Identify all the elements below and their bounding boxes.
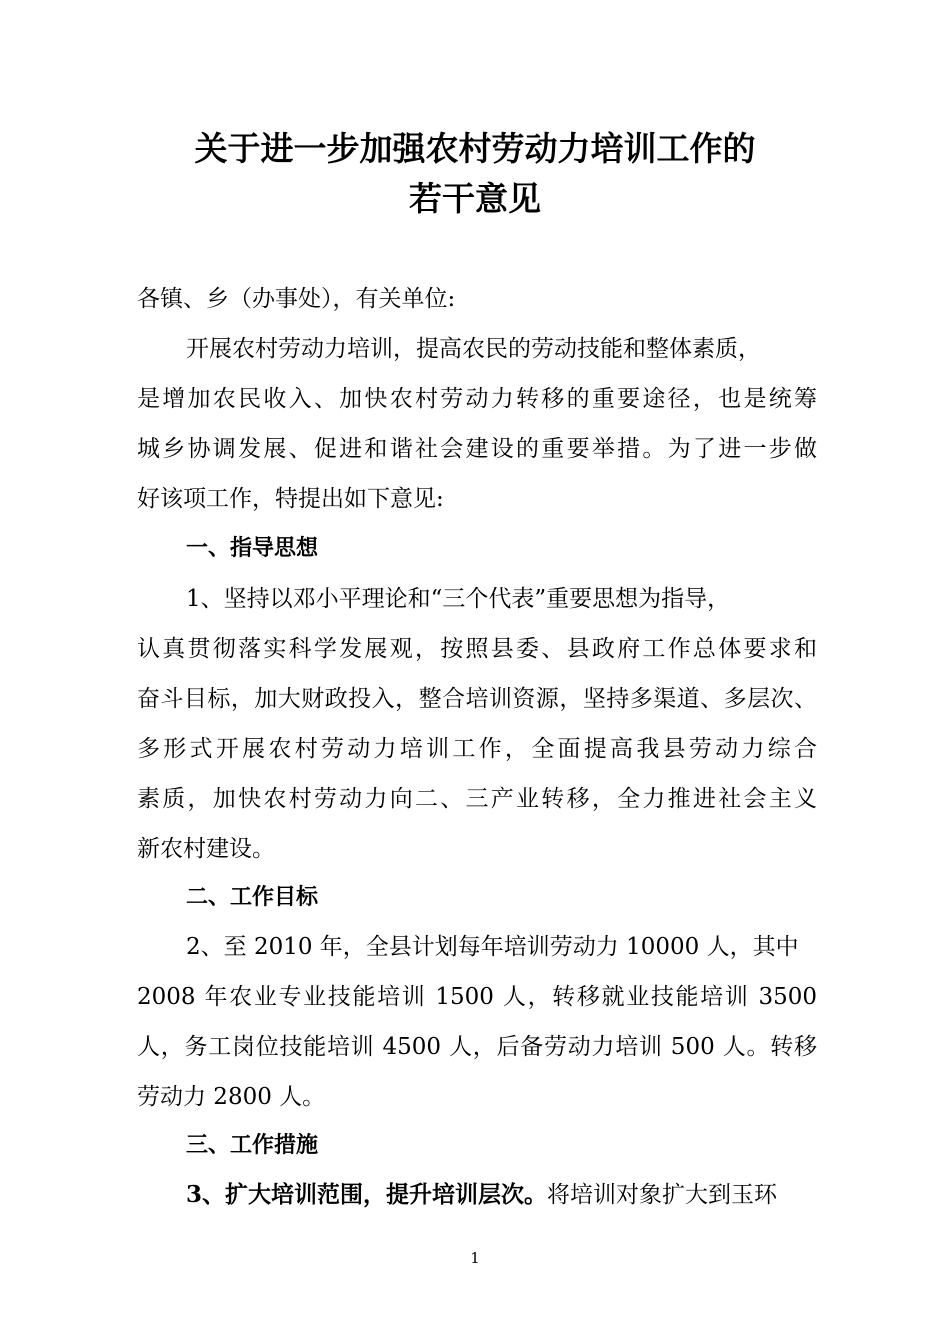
paragraph-line: 好该项工作，特提出如下意见: xyxy=(137,486,444,512)
bold-lead-in: 3、扩大培训范围，提升培训层次。 xyxy=(186,1181,548,1208)
paragraph-line: 2、至 2010 年，全县计划每年培训劳动力 10000 人，其中 xyxy=(186,934,799,960)
paragraph-line: 认真贯彻落实科学发展观，按照县委、县政府工作总体要求和 xyxy=(137,636,817,662)
paragraph-text: 将培训对象扩大到玉环 xyxy=(547,1182,778,1208)
salutation: 各镇、乡（办事处），有关单位: xyxy=(137,286,456,312)
document-title-line1: 关于进一步加强农村劳动力培训工作的 xyxy=(194,129,756,168)
paragraph-line: 开展农村劳动力培训，提高农民的劳动技能和整体素质， xyxy=(186,336,761,362)
paragraph-line: 人，务工岗位技能培训 4500 人，后备劳动力培训 500 人。转移 xyxy=(137,1034,817,1060)
section-heading: 三、工作措施 xyxy=(186,1133,319,1158)
document-title-line2: 若干意见 xyxy=(409,179,541,218)
paragraph-line: 城乡协调发展、促进和谐社会建设的重要举措。为了进一步做 xyxy=(137,436,817,462)
paragraph-line: 素质，加快农村劳动力向二、三产业转移，全力推进社会主义 xyxy=(137,786,817,812)
section-heading: 二、工作目标 xyxy=(186,885,319,910)
paragraph-line: 新农村建设。 xyxy=(137,836,275,862)
paragraph-line: 奋斗目标，加大财政投入，整合培训资源，坚持多渠道、多层次、 xyxy=(137,686,817,712)
page-number: 1 xyxy=(470,1249,480,1267)
paragraph-line: 劳动力 2800 人。 xyxy=(137,1084,326,1110)
section-heading: 一、指导思想 xyxy=(186,536,319,561)
paragraph-line: 2008 年农业专业技能培训 1500 人，转移就业技能培训 3500 xyxy=(137,984,817,1010)
paragraph-line: 1、坚持以邓小平理论和“三个代表”重要思想为指导， xyxy=(186,586,731,612)
paragraph-line: 是增加农民收入、加快农村劳动力转移的重要途径，也是统筹 xyxy=(137,386,817,412)
paragraph-line: 多形式开展农村劳动力培训工作，全面提高我县劳动力综合 xyxy=(137,736,817,762)
paragraph-line xyxy=(186,1170,777,1220)
